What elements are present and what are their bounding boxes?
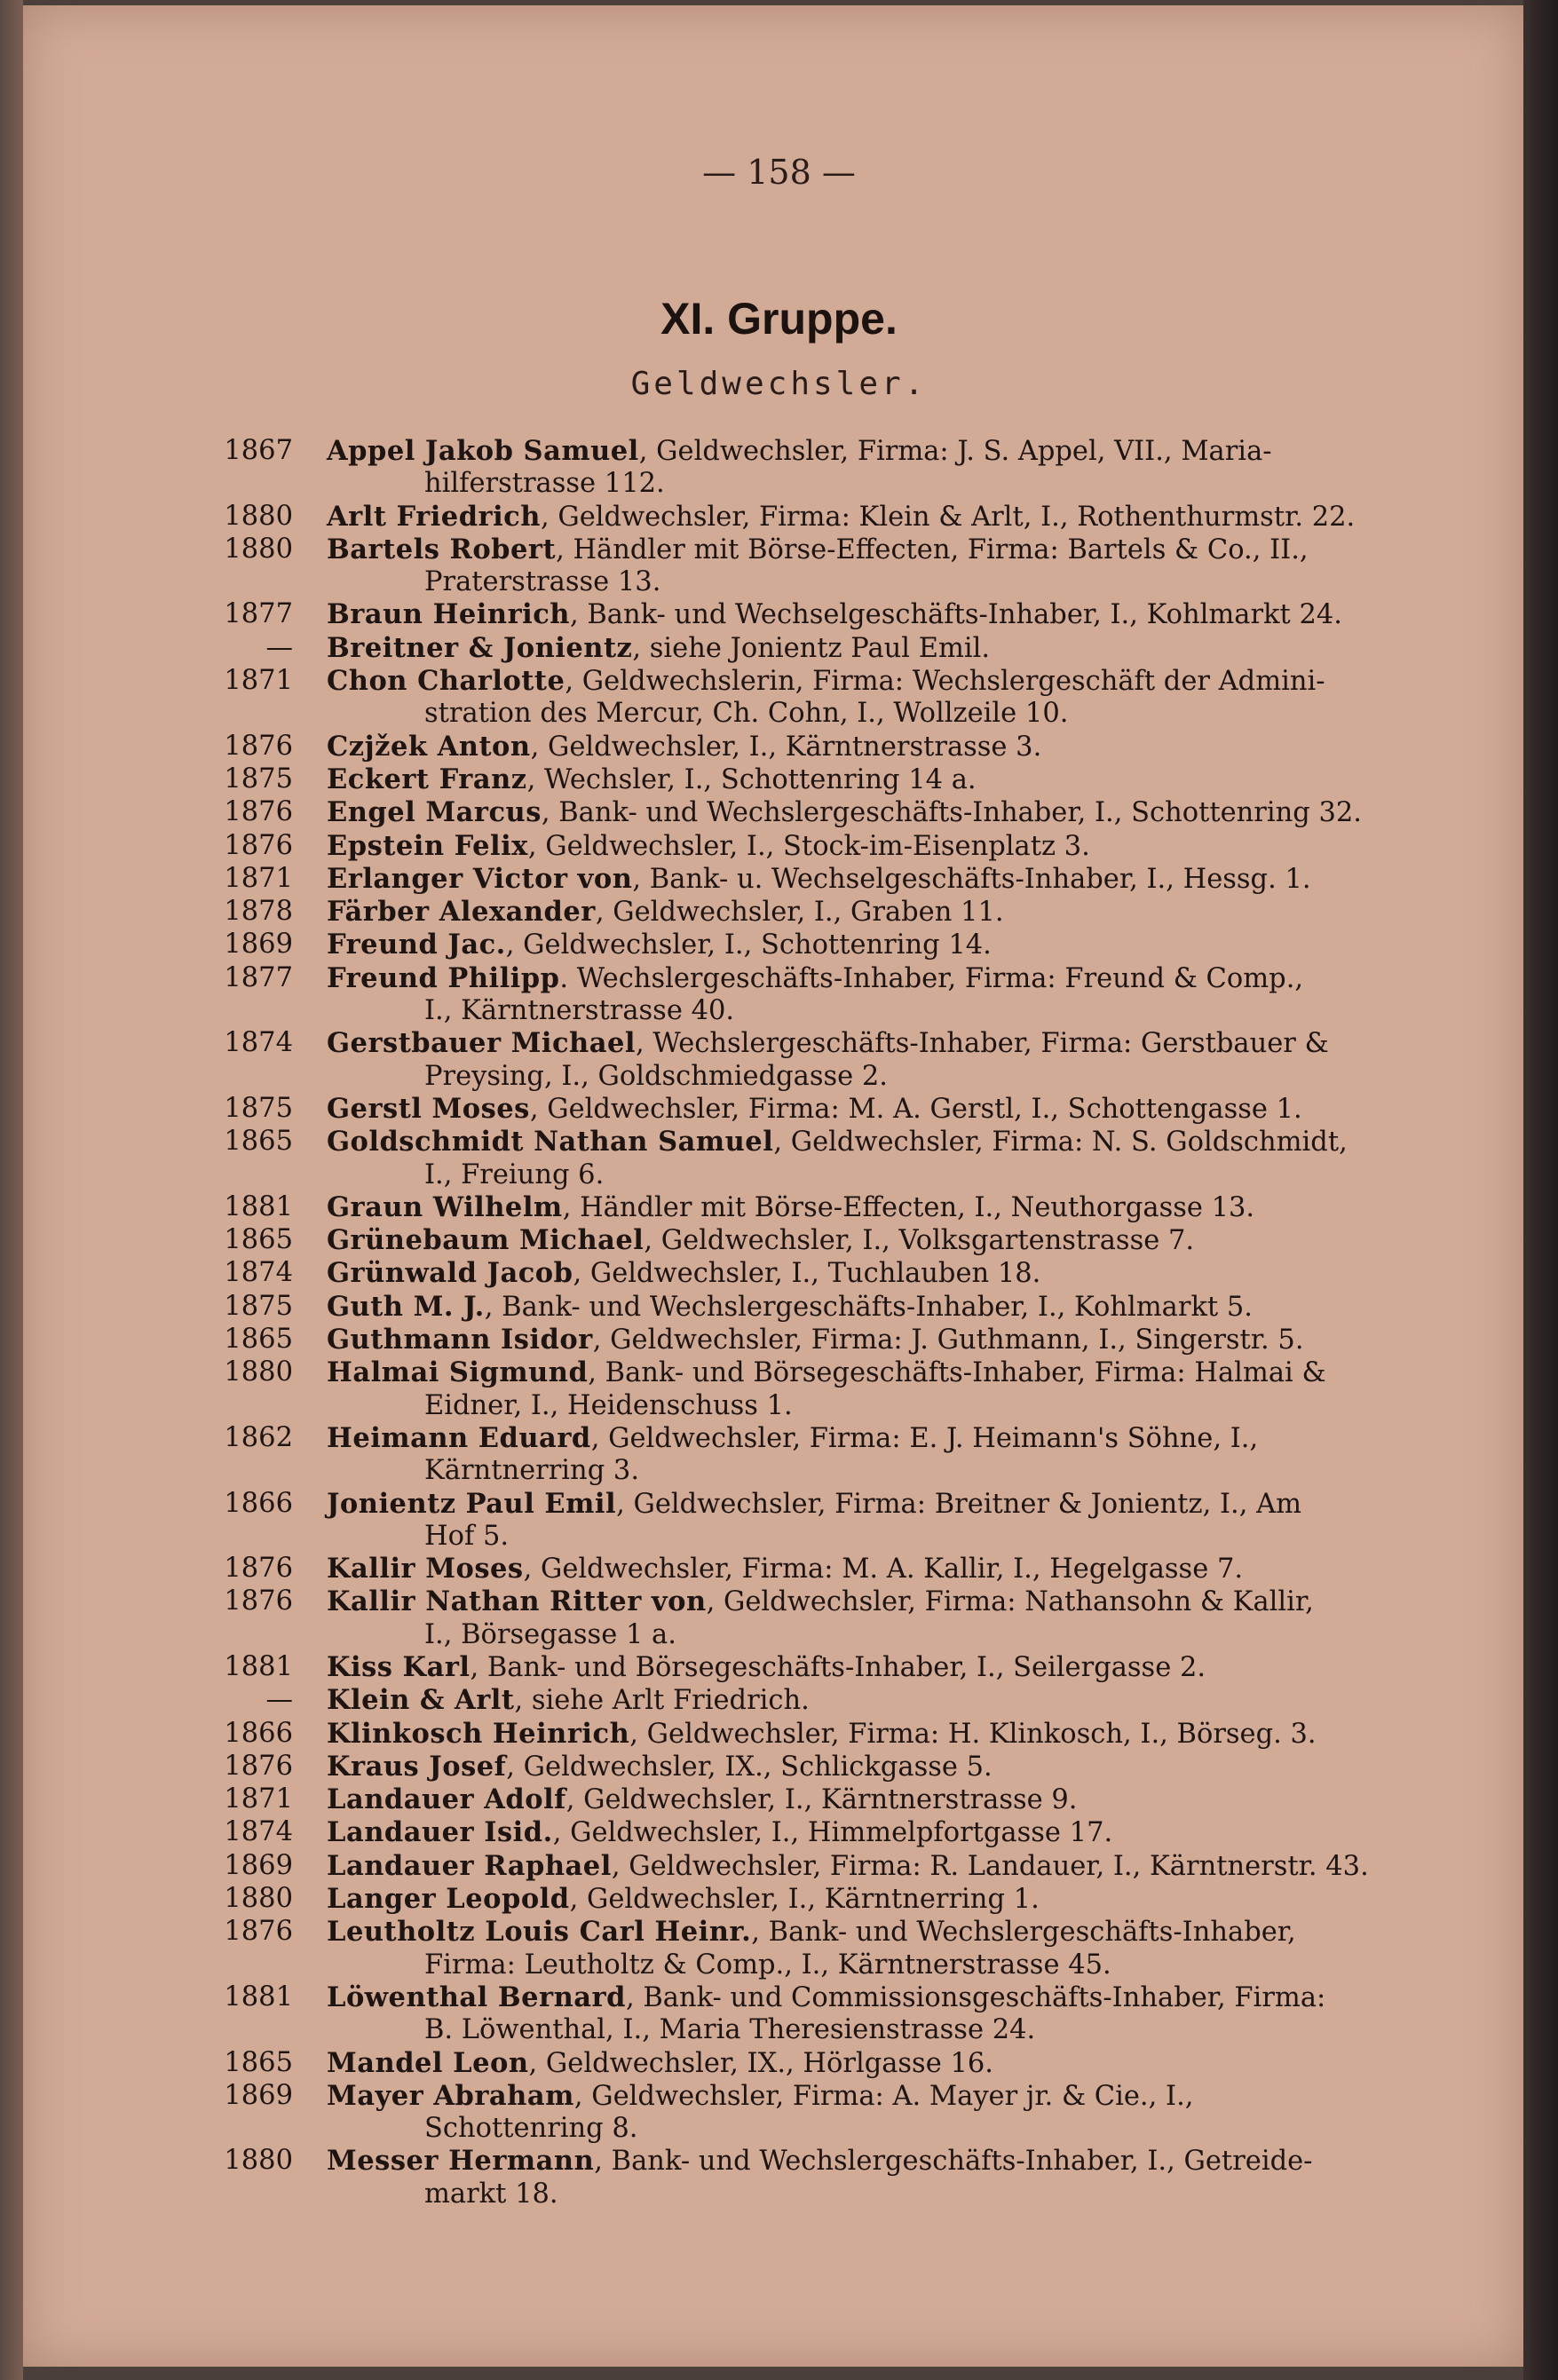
- entry-description: , siehe Jonientz Paul Emil.: [632, 632, 991, 664]
- list-item: [222, 1257, 1367, 1290]
- entry-name: Eckert Franz: [327, 763, 527, 795]
- entry-description: , siehe Arlt Friedrich.: [514, 1685, 810, 1717]
- list-item: [222, 1422, 1367, 1488]
- list-item: [222, 2047, 1367, 2080]
- entry-name: Guth M. J.: [327, 1290, 485, 1323]
- entry-description: , Geldwechsler, Firma: M. A. Gerstl, I., Schottengasse 1.: [529, 1093, 1302, 1125]
- entry-first-line: [327, 2080, 1367, 2113]
- entry-year: 1876: [224, 730, 293, 762]
- entry-first-line: [327, 1651, 1367, 1684]
- entry-description: , Geldwechsler, Firma: Breitner & Jonientz, I., Am: [616, 1488, 1302, 1520]
- list-item: [222, 1816, 1367, 1849]
- entry-first-line: [327, 962, 1367, 995]
- entry-name: Erlanger Victor von: [327, 862, 633, 895]
- entry-description: , Geldwechsler, Firma: J. Guthmann, I., Singerstr. 5.: [592, 1324, 1304, 1356]
- entry-year: 1874: [224, 1027, 293, 1059]
- entry-year: 1881: [224, 1650, 293, 1682]
- entry-first-line: [327, 1585, 1367, 1618]
- entry-year: 1865: [224, 1324, 293, 1356]
- list-item: [222, 1850, 1367, 1883]
- entry-name: Graun Wilhelm: [327, 1190, 563, 1223]
- entry-name: Epstein Felix: [327, 829, 528, 862]
- entry-continuation: Schottenring 8.: [424, 2113, 638, 2145]
- entry-first-line: [327, 1783, 1367, 1816]
- entry-name: Goldschmidt Nathan Samuel: [327, 1126, 774, 1158]
- group-title: XI. Gruppe.: [660, 294, 898, 344]
- entry-year: 1875: [224, 1290, 293, 1322]
- entry-first-line: [327, 896, 1367, 929]
- entry-description: , Geldwechsler, Firma: J. S. Appel, VII., Maria-: [638, 436, 1272, 467]
- list-item: [222, 1093, 1367, 1126]
- list-item: [222, 1126, 1367, 1191]
- entry-continuation: Firma: Leutholtz & Comp., I., Kärntnerstrasse 45.: [424, 1949, 1111, 1981]
- entry-name: Arlt Friedrich: [327, 500, 541, 533]
- entry-first-line: [327, 796, 1367, 829]
- entry-name: Gerstbauer Michael: [327, 1027, 636, 1060]
- entry-name: Mayer Abraham: [327, 2079, 574, 2112]
- entry-first-line: [327, 1488, 1367, 1521]
- entry-first-line: [327, 830, 1367, 863]
- entry-continuation: I., Freiung 6.: [424, 1158, 605, 1190]
- entry-description: , Geldwechsler, Firma: Klein & Arlt, I., Rothenthurmstr. 22.: [540, 501, 1356, 533]
- list-item: [222, 501, 1367, 534]
- entry-year: 1865: [224, 1126, 293, 1158]
- list-item: [222, 2145, 1367, 2210]
- entry-first-line: [327, 1291, 1367, 1324]
- entry-name: Breitner & Jonientz: [327, 631, 633, 664]
- entry-first-line: [327, 1224, 1367, 1257]
- entry-description: , Geldwechsler, I., Kärntnerstrasse 9.: [565, 1784, 1078, 1816]
- entry-first-line: [327, 1553, 1367, 1585]
- list-item: [222, 1981, 1367, 2047]
- list-item: [222, 1488, 1367, 1554]
- entry-year: 1880: [224, 1356, 293, 1388]
- entry-continuation: markt 18.: [424, 2178, 558, 2210]
- entry-description: , Wechslergeschäfts-Inhaber, Firma: Gerstbauer &: [636, 1028, 1329, 1060]
- entry-year: 1876: [224, 829, 293, 861]
- entry-description: , Bank- und Commissionsgeschäfts-Inhaber, Firma:: [625, 1981, 1326, 2013]
- entry-description: , Bank- und Wechselgeschäfts-Inhaber, I., Kohlmarkt 24.: [569, 599, 1342, 631]
- entry-name: Klinkosch Heinrich: [327, 1717, 630, 1750]
- entry-name: Engel Marcus: [327, 796, 542, 829]
- list-item: [222, 1883, 1367, 1916]
- list-item: [222, 1291, 1367, 1324]
- entry-name: Grünebaum Michael: [327, 1224, 645, 1257]
- entry-year: 1874: [224, 1257, 293, 1289]
- entry-description: , Bank- und Wechslergeschäfts-Inhaber, I., Kohlmarkt 5.: [484, 1291, 1253, 1323]
- entry-continuation: Praterstrasse 13.: [424, 566, 661, 598]
- entry-first-line: [327, 632, 1367, 665]
- entry-year: 1871: [224, 862, 293, 894]
- list-item: [222, 863, 1367, 896]
- entry-year: 1874: [224, 1816, 293, 1848]
- list-item: [222, 1718, 1367, 1751]
- entry-name: Kallir Nathan Ritter von: [327, 1585, 707, 1618]
- entry-description: , Bank- und Wechslergeschäfts-Inhaber,: [751, 1917, 1296, 1949]
- list-item: [222, 2080, 1367, 2146]
- list-item: [222, 1585, 1367, 1651]
- entry-description: , Geldwechsler, I., Kärntnerring 1.: [569, 1884, 1040, 1916]
- entry-name: Freund Jac.: [327, 929, 506, 961]
- entry-continuation: Preysing, I., Goldschmiedgasse 2.: [424, 1060, 888, 1092]
- list-item: [222, 435, 1367, 501]
- list-item: [222, 1191, 1367, 1224]
- entry-continuation: Kärntnerring 3.: [424, 1455, 640, 1487]
- entry-name: Guthmann Isidor: [327, 1324, 593, 1356]
- entry-continuation: Hof 5.: [424, 1520, 510, 1552]
- entry-year: 1877: [224, 598, 293, 630]
- entry-name: Heimann Eduard: [327, 1421, 591, 1454]
- list-item: [222, 731, 1367, 763]
- entry-first-line: [327, 1816, 1367, 1849]
- entry-description: , Geldwechsler, Firma: A. Mayer jr. & Cie., I.,: [573, 2080, 1194, 2112]
- entry-description: , Geldwechslerin, Firma: Wechslergeschäft der Admini-: [565, 666, 1325, 698]
- entry-name: Färber Alexander: [327, 896, 596, 929]
- entry-name: Braun Heinrich: [327, 598, 570, 631]
- entry-year: 1866: [224, 1717, 293, 1749]
- entry-description: , Geldwechsler, I., Volksgartenstrasse 7.: [644, 1225, 1195, 1257]
- entry-first-line: [327, 1883, 1367, 1916]
- entry-description: , Bank- u. Wechselgeschäfts-Inhaber, I., Hessg. 1.: [632, 863, 1311, 895]
- page-number: — 158 —: [702, 153, 856, 192]
- entry-year: 1865: [224, 1224, 293, 1256]
- entry-description: , Händler mit Börse-Effecten, I., Neuthorgasse 13.: [562, 1191, 1255, 1223]
- list-item: [222, 632, 1367, 665]
- entry-year: 1871: [224, 665, 293, 697]
- entry-description: , Geldwechsler, I., Kärntnerstrasse 3.: [530, 731, 1042, 763]
- entry-first-line: [327, 2047, 1367, 2080]
- entry-first-line: [327, 731, 1367, 763]
- entry-description: , Bank- und Wechslergeschäfts-Inhaber, I., Schottenring 32.: [541, 797, 1363, 829]
- entry-description: , Bank- und Wechslergeschäfts-Inhaber, I., Getreide-: [594, 2146, 1313, 2178]
- entry-description: , Geldwechsler, I., Himmelpfortgasse 17.: [552, 1817, 1113, 1849]
- entry-first-line: [327, 1981, 1367, 2014]
- list-item: [222, 1224, 1367, 1257]
- list-item: [222, 1356, 1367, 1422]
- entry-first-line: [327, 665, 1367, 698]
- entry-description: , Bank- und Börsegeschäfts-Inhaber, I., Seilergasse 2.: [470, 1651, 1206, 1683]
- entry-year: 1880: [224, 1883, 293, 1915]
- entry-first-line: [327, 1850, 1367, 1883]
- entry-year: —: [265, 631, 293, 663]
- list-item: [222, 1751, 1367, 1783]
- entry-name: Freund Philipp: [327, 961, 560, 994]
- entry-name: Kiss Karl: [327, 1650, 471, 1683]
- entry-year: 1871: [224, 1783, 293, 1815]
- list-item: [222, 598, 1367, 631]
- entry-first-line: [327, 2145, 1367, 2178]
- entry-description: , Geldwechsler, Firma: N. S. Goldschmidt,: [773, 1127, 1348, 1158]
- entry-description: , Händler mit Börse-Effecten, Firma: Bartels & Co., II.,: [556, 534, 1309, 565]
- group-subtitle: Geldwechsler.: [630, 366, 928, 402]
- entry-description: , Geldwechsler, Firma: M. A. Kallir, I., Hegelgasse 7.: [523, 1554, 1244, 1585]
- entry-name: Leutholtz Louis Carl Heinr.: [327, 1916, 752, 1949]
- entry-first-line: [327, 598, 1367, 631]
- list-item: [222, 1651, 1367, 1684]
- entry-year: 1865: [224, 2046, 293, 2078]
- entry-year: 1876: [224, 1916, 293, 1948]
- entry-name: Landauer Raphael: [327, 1849, 612, 1882]
- entry-name: Landauer Isid.: [327, 1816, 553, 1849]
- entry-first-line: [327, 1684, 1367, 1717]
- entry-description: . Wechslergeschäfts-Inhaber, Firma: Freund & Comp.,: [559, 962, 1304, 994]
- entry-continuation: B. Löwenthal, I., Maria Theresienstrasse 24.: [424, 2014, 1036, 2046]
- entry-continuation: I., Börsegasse 1 a.: [424, 1618, 676, 1650]
- entry-first-line: [327, 1356, 1367, 1389]
- entry-name: Appel Jakob Samuel: [327, 435, 639, 467]
- entry-year: 1866: [224, 1487, 293, 1519]
- entry-description: , Bank- und Börsegeschäfts-Inhaber, Firma: Halmai &: [588, 1357, 1326, 1389]
- entry-year: 1880: [224, 533, 293, 565]
- list-item: [222, 1027, 1367, 1093]
- entry-year: 1869: [224, 1849, 293, 1881]
- entry-year: 1881: [224, 1190, 293, 1222]
- list-item: [222, 929, 1367, 961]
- entry-year: 1880: [224, 500, 293, 532]
- entry-name: Chon Charlotte: [327, 665, 565, 698]
- entry-first-line: [327, 1324, 1367, 1356]
- entry-name: Czjžek Anton: [327, 730, 531, 763]
- entry-name: Jonientz Paul Emil: [327, 1487, 617, 1520]
- entry-year: 1876: [224, 1585, 293, 1617]
- entry-name: Gerstl Moses: [327, 1092, 530, 1125]
- entry-year: 1869: [224, 2079, 293, 2111]
- entry-first-line: [327, 1422, 1367, 1455]
- entry-first-line: [327, 1718, 1367, 1751]
- entry-first-line: [327, 1191, 1367, 1224]
- book-gutter: [0, 0, 23, 2380]
- list-item: [222, 1916, 1367, 1981]
- entry-description: , Geldwechsler, I., Schottenring 14.: [505, 929, 992, 961]
- entry-name: Messer Hermann: [327, 2145, 595, 2178]
- entry-first-line: [327, 1916, 1367, 1949]
- entry-first-line: [327, 1027, 1367, 1060]
- entry-year: 1876: [224, 796, 293, 828]
- list-item: [222, 763, 1367, 796]
- list-item: [222, 534, 1367, 599]
- entry-description: , Geldwechsler, Firma: E. J. Heimann's Söhne, I.,: [590, 1422, 1259, 1454]
- entry-first-line: [327, 1751, 1367, 1783]
- entry-description: , Geldwechsler, Firma: Nathansohn & Kallir,: [706, 1586, 1314, 1618]
- entry-year: 1875: [224, 763, 293, 795]
- entry-year: —: [265, 1684, 293, 1716]
- entry-first-line: [327, 1126, 1367, 1158]
- entry-first-line: [327, 435, 1367, 468]
- list-item: [222, 796, 1367, 829]
- entry-name: Kallir Moses: [327, 1553, 524, 1585]
- entry-first-line: [327, 863, 1367, 896]
- entry-description: , Wechsler, I., Schottenring 14 a.: [526, 763, 977, 795]
- entry-description: , Geldwechsler, Firma: H. Klinkosch, I., Börseg. 3.: [629, 1718, 1317, 1750]
- entry-continuation: stration des Mercur, Ch. Cohn, I., Wollzeile 10.: [424, 698, 1069, 730]
- entry-first-line: [327, 929, 1367, 961]
- list-item: [222, 1553, 1367, 1585]
- entry-continuation: Eidner, I., Heidenschuss 1.: [424, 1389, 793, 1421]
- entry-name: Grünwald Jacob: [327, 1257, 573, 1290]
- entry-description: , Geldwechsler, I., Stock-im-Eisenplatz 3.: [527, 830, 1090, 862]
- entry-year: 1881: [224, 1981, 293, 2012]
- entry-name: Klein & Arlt: [327, 1684, 515, 1717]
- entry-first-line: [327, 501, 1367, 534]
- book-spine: [1523, 0, 1558, 2380]
- entry-name: Kraus Josef: [327, 1750, 507, 1783]
- entry-year: 1876: [224, 1750, 293, 1782]
- entry-list: [222, 435, 1367, 2210]
- entry-description: , Geldwechsler, IX., Schlickgasse 5.: [506, 1751, 993, 1783]
- entry-continuation: hilferstrasse 112.: [424, 468, 665, 500]
- entry-first-line: [327, 534, 1367, 566]
- entry-first-line: [327, 763, 1367, 796]
- list-item: [222, 962, 1367, 1028]
- entry-first-line: [327, 1093, 1367, 1126]
- entry-year: 1876: [224, 1553, 293, 1585]
- entry-description: , Geldwechsler, Firma: R. Landauer, I., Kärntnerstr. 43.: [611, 1850, 1369, 1882]
- entry-year: 1869: [224, 929, 293, 961]
- entry-continuation: I., Kärntnerstrasse 40.: [424, 995, 735, 1027]
- entry-description: , Geldwechsler, IX., Hörlgasse 16.: [528, 2047, 993, 2079]
- list-item: [222, 1684, 1367, 1717]
- list-item: [222, 1324, 1367, 1356]
- entry-first-line: [327, 1257, 1367, 1290]
- entry-name: Mandel Leon: [327, 2046, 529, 2079]
- entry-name: Löwenthal Bernard: [327, 1981, 626, 2013]
- entry-name: Bartels Robert: [327, 533, 557, 565]
- entry-year: 1878: [224, 896, 293, 928]
- list-item: [222, 665, 1367, 731]
- entry-year: 1877: [224, 961, 293, 993]
- entry-name: Langer Leopold: [327, 1883, 570, 1916]
- entry-year: 1862: [224, 1421, 293, 1453]
- entry-description: , Geldwechsler, I., Tuchlauben 18.: [573, 1258, 1041, 1290]
- entry-year: 1867: [224, 435, 293, 466]
- list-item: [222, 1783, 1367, 1816]
- list-item: [222, 896, 1367, 929]
- entry-name: Landauer Adolf: [327, 1783, 566, 1816]
- entry-year: 1875: [224, 1092, 293, 1124]
- entry-description: , Geldwechsler, I., Graben 11.: [595, 897, 1004, 929]
- list-item: [222, 830, 1367, 863]
- entry-name: Halmai Sigmund: [327, 1356, 589, 1389]
- entry-year: 1880: [224, 2145, 293, 2177]
